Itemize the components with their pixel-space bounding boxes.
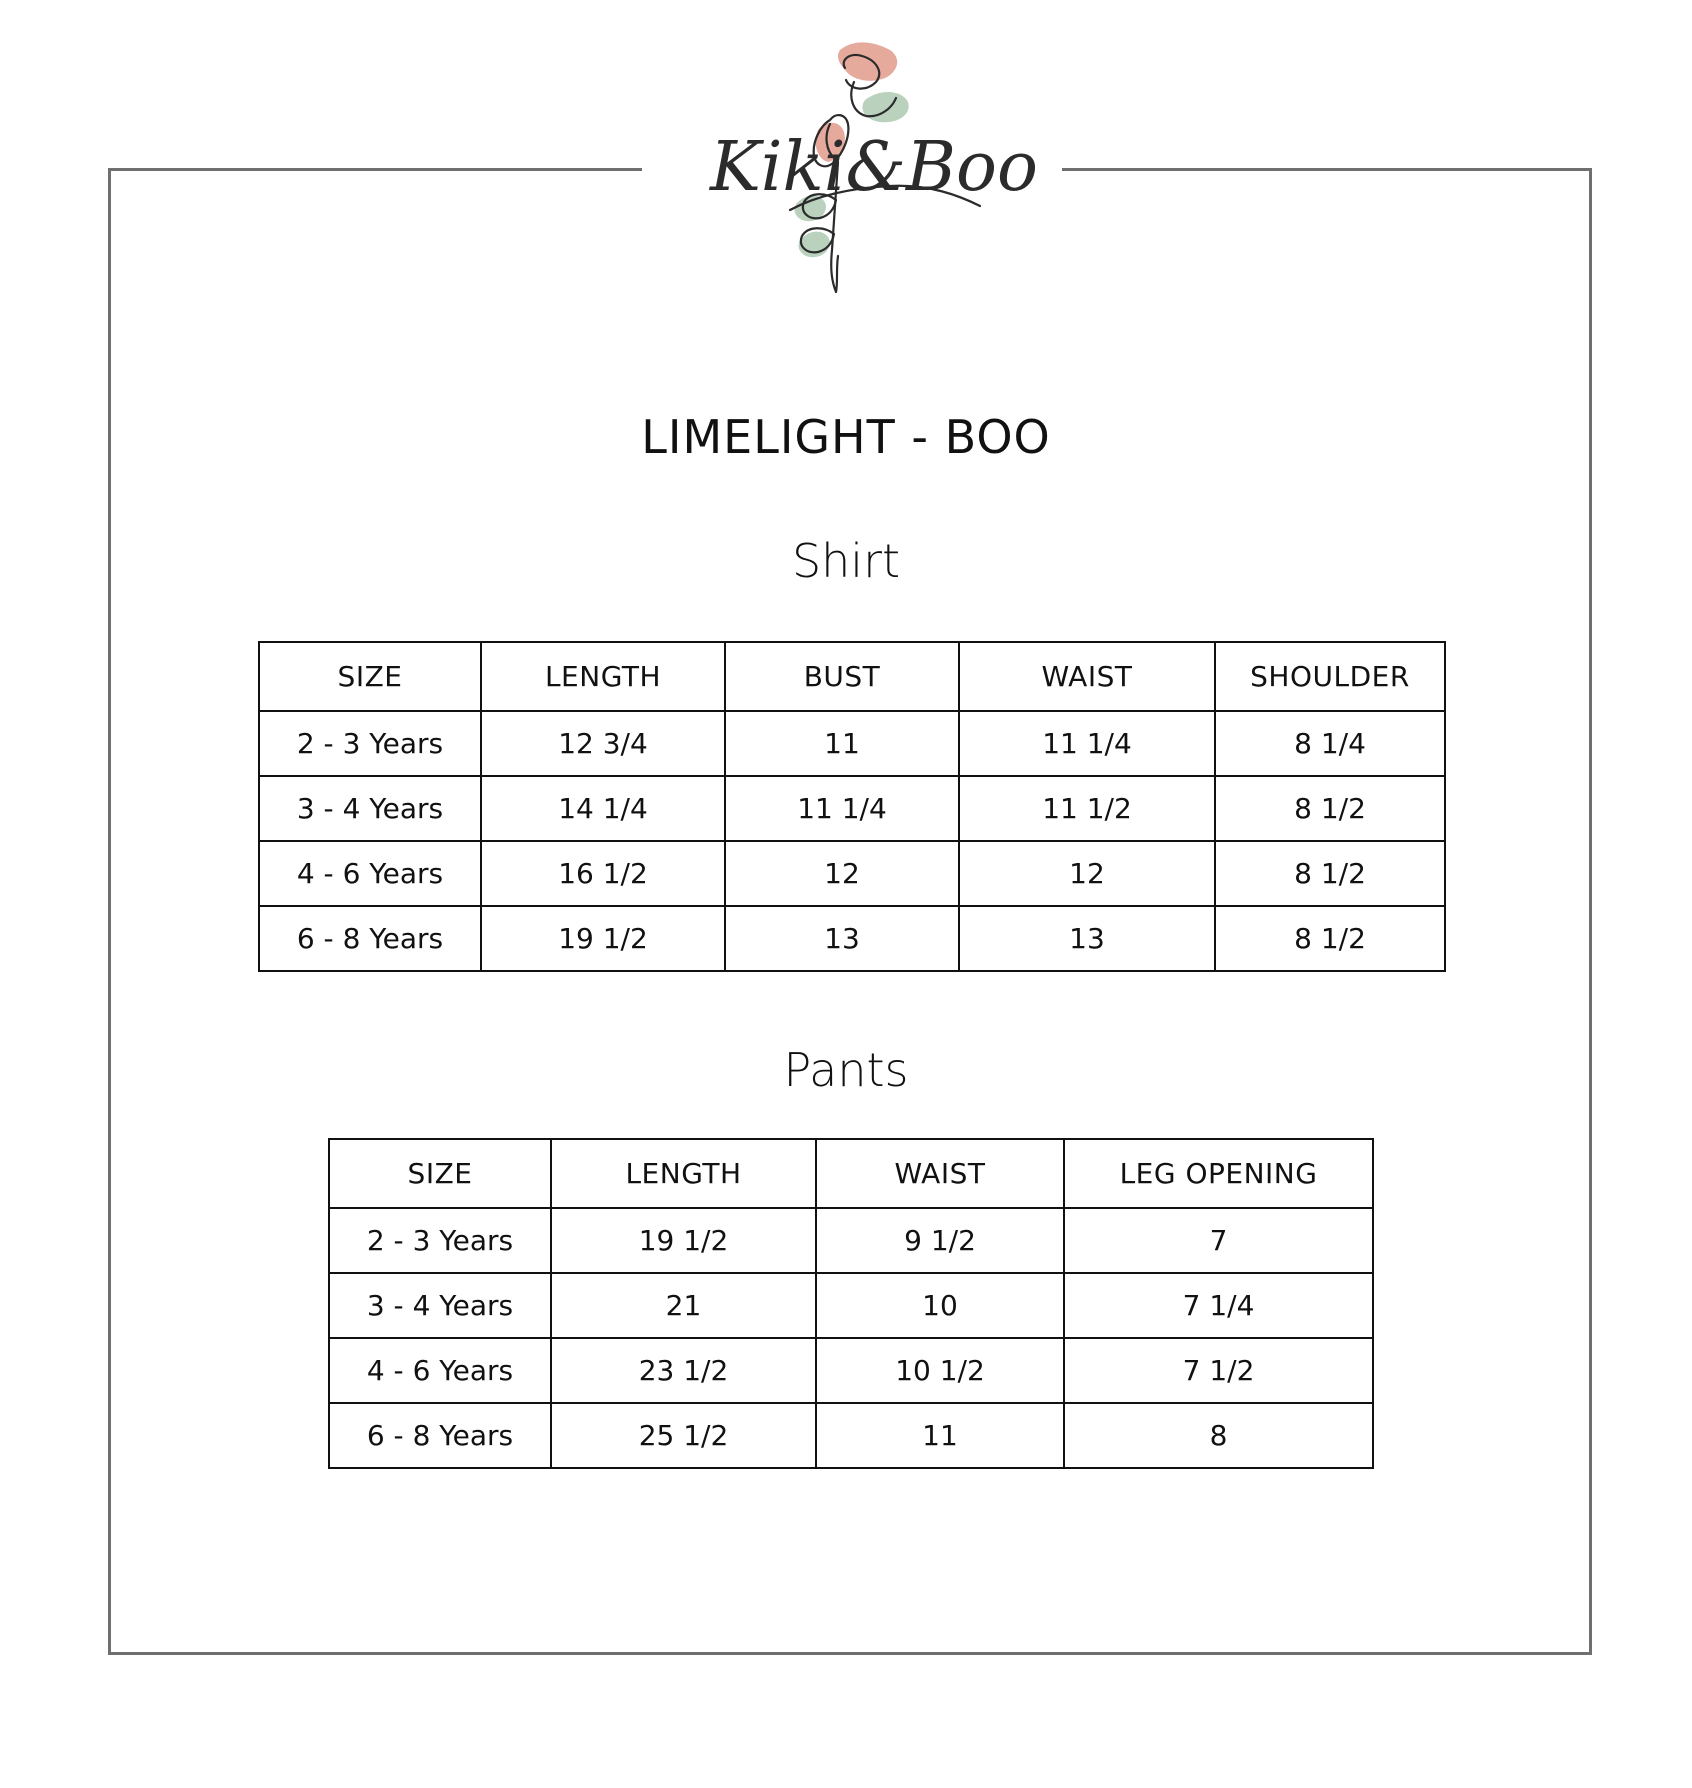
- table-cell: 13: [725, 906, 959, 971]
- table-cell: 8 1/4: [1215, 711, 1445, 776]
- pants-heading: Pants: [783, 1043, 909, 1097]
- pants-size-table: [328, 1138, 1374, 1469]
- column-header: SIZE: [259, 642, 481, 711]
- table-cell: 14 1/4: [481, 776, 725, 841]
- table-cell: 11 1/4: [725, 776, 959, 841]
- column-header: LENGTH: [551, 1139, 816, 1208]
- table-row: [259, 906, 1445, 971]
- table-cell: 10: [816, 1273, 1064, 1338]
- table-cell: 8 1/2: [1215, 776, 1445, 841]
- table-header-row: [259, 642, 1445, 711]
- table-row: [259, 776, 1445, 841]
- column-header: SIZE: [329, 1139, 551, 1208]
- shirt-heading: Shirt: [791, 534, 901, 588]
- table-cell: 9 1/2: [816, 1208, 1064, 1273]
- table-cell: 10 1/2: [816, 1338, 1064, 1403]
- table-cell: 11: [816, 1403, 1064, 1468]
- rose-logo-icon: [640, 20, 1060, 320]
- table-cell: 7 1/2: [1064, 1338, 1373, 1403]
- table-cell: 12 3/4: [481, 711, 725, 776]
- table-cell: 7 1/4: [1064, 1273, 1373, 1338]
- table-cell: 25 1/2: [551, 1403, 816, 1468]
- table-cell: 6 - 8 Years: [259, 906, 481, 971]
- table-cell: 16 1/2: [481, 841, 725, 906]
- table-cell: 12: [959, 841, 1215, 906]
- table-cell: 2 - 3 Years: [329, 1208, 551, 1273]
- table-cell: 8 1/2: [1215, 841, 1445, 906]
- table-cell: 3 - 4 Years: [329, 1273, 551, 1338]
- table-cell: 3 - 4 Years: [259, 776, 481, 841]
- brand-logo: [640, 20, 1060, 320]
- table-row: [329, 1273, 1373, 1338]
- table-cell: 21: [551, 1273, 816, 1338]
- page-title: LIMELIGHT - BOO: [641, 410, 1051, 464]
- table-row: [259, 841, 1445, 906]
- column-header: WAIST: [959, 642, 1215, 711]
- table-cell: 4 - 6 Years: [329, 1338, 551, 1403]
- table-cell: 12: [725, 841, 959, 906]
- table-cell: 8 1/2: [1215, 906, 1445, 971]
- shirt-size-table: [258, 641, 1446, 972]
- table-cell: 11: [725, 711, 959, 776]
- table-cell: 2 - 3 Years: [259, 711, 481, 776]
- table-cell: 23 1/2: [551, 1338, 816, 1403]
- table-header-row: [329, 1139, 1373, 1208]
- column-header: BUST: [725, 642, 959, 711]
- table-row: [259, 711, 1445, 776]
- column-header: SHOULDER: [1215, 642, 1445, 711]
- table-cell: 6 - 8 Years: [329, 1403, 551, 1468]
- column-header: LEG OPENING: [1064, 1139, 1373, 1208]
- table-cell: 4 - 6 Years: [259, 841, 481, 906]
- column-header: WAIST: [816, 1139, 1064, 1208]
- table-cell: 19 1/2: [551, 1208, 816, 1273]
- table-cell: 13: [959, 906, 1215, 971]
- table-cell: 7: [1064, 1208, 1373, 1273]
- table-row: [329, 1403, 1373, 1468]
- table-cell: 11 1/4: [959, 711, 1215, 776]
- logo-wordmark: Kiki&Boo: [710, 128, 1038, 207]
- table-row: [329, 1208, 1373, 1273]
- table-cell: 11 1/2: [959, 776, 1215, 841]
- table-cell: 19 1/2: [481, 906, 725, 971]
- column-header: LENGTH: [481, 642, 725, 711]
- table-cell: 8: [1064, 1403, 1373, 1468]
- table-row: [329, 1338, 1373, 1403]
